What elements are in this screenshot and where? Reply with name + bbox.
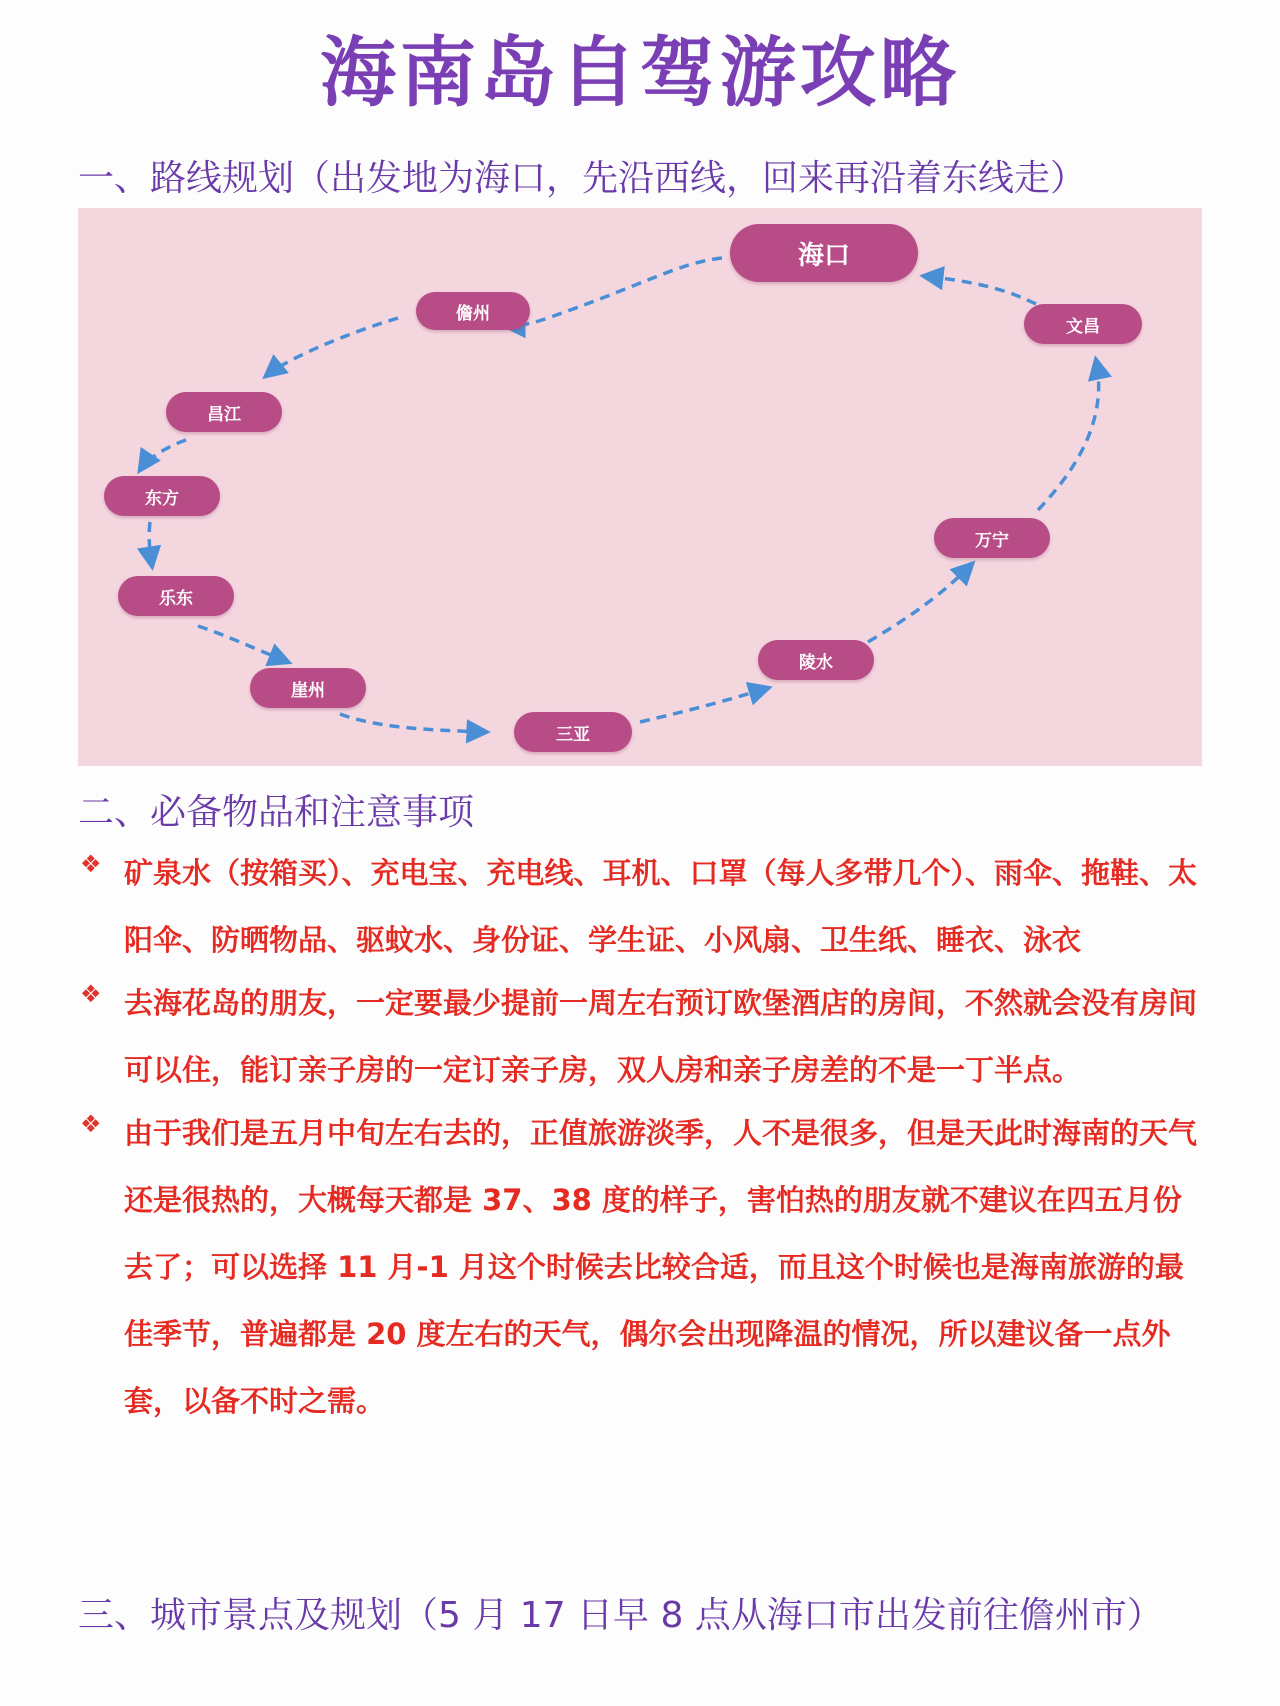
arrow-wanning-wenchang [1038,360,1099,510]
arrow-dongfang-ledong [149,522,152,566]
route-node-danzhou: 儋州 [416,292,530,330]
list-item-text: 去海花岛的朋友，一定要最少提前一周左右预订欧堡酒店的房间，不然就会没有房间可以住，能订亲子房的一定订亲子房，双人房和亲子房差的不是一丁半点。 [124,986,1198,1087]
arrow-danzhou-changjiang [266,318,398,376]
list-item [78,970,1208,1104]
route-node-yazhou: 崖州 [250,668,366,708]
arrow-changjiang-dongfang [140,440,186,470]
route-node-ledong: 乐东 [118,576,234,616]
arrow-yazhou-sanya [340,714,486,732]
diamond-bullet-icon: ❖ [80,980,102,1008]
list-item [78,1100,1208,1435]
route-node-changjiang: 昌江 [166,392,282,432]
list-item-text: 矿泉水（按箱买）、充电宝、充电线、耳机、口罩（每人多带几个）、雨伞、拖鞋、太阳伞、防晒物品、驱蚊水、身份证、学生证、小风扇、卫生纸、睡衣、泳衣 [124,856,1198,957]
arrow-sanya-lingshui [640,688,768,722]
route-arrows [78,208,1202,766]
route-node-lingshui: 陵水 [758,640,874,680]
arrow-haikou-danzhou [506,258,722,326]
arrow-ledong-yazhou [198,626,288,662]
page-title: 海南岛自驾游攻略 [320,28,960,117]
section-heading-route: 一、路线规划（出发地为海口，先沿西线，回来再沿着东线走） [78,158,1087,199]
notes-list [78,848,1208,1439]
route-node-dongfang: 东方 [104,476,220,516]
route-diagram [78,208,1202,766]
arrow-wenchang-haikou [924,276,1036,304]
section-heading-itinerary: 三、城市景点及规划（5 月 17 日早 8 点从海口市出发前往儋州市） [78,1595,1163,1636]
diamond-bullet-icon: ❖ [80,1110,102,1138]
route-node-haikou: 海口 [730,224,918,282]
diamond-bullet-icon: ❖ [80,850,102,878]
route-node-sanya: 三亚 [514,712,632,752]
section-heading-items: 二、必备物品和注意事项 [78,792,475,833]
route-node-wanning: 万宁 [934,518,1050,558]
arrow-lingshui-wanning [868,564,972,642]
list-item-text: 由于我们是五月中旬左右去的，正值旅游淡季，人不是很多，但是天此时海南的天气还是很热的，大概每天都是 37、38 度的样子，害怕热的朋友就不建议在四五月份去了；可以选择 11 月-1 月这个时候去比较合适，而且这个时候也是海南旅游的最佳季节，普遍都是 20 度左右的天气，偶尔会出现降温的情况，所以建议备一点外套，以备不时之需。 [124,1116,1198,1418]
list-item [78,840,1208,974]
route-node-wenchang: 文昌 [1024,304,1142,344]
